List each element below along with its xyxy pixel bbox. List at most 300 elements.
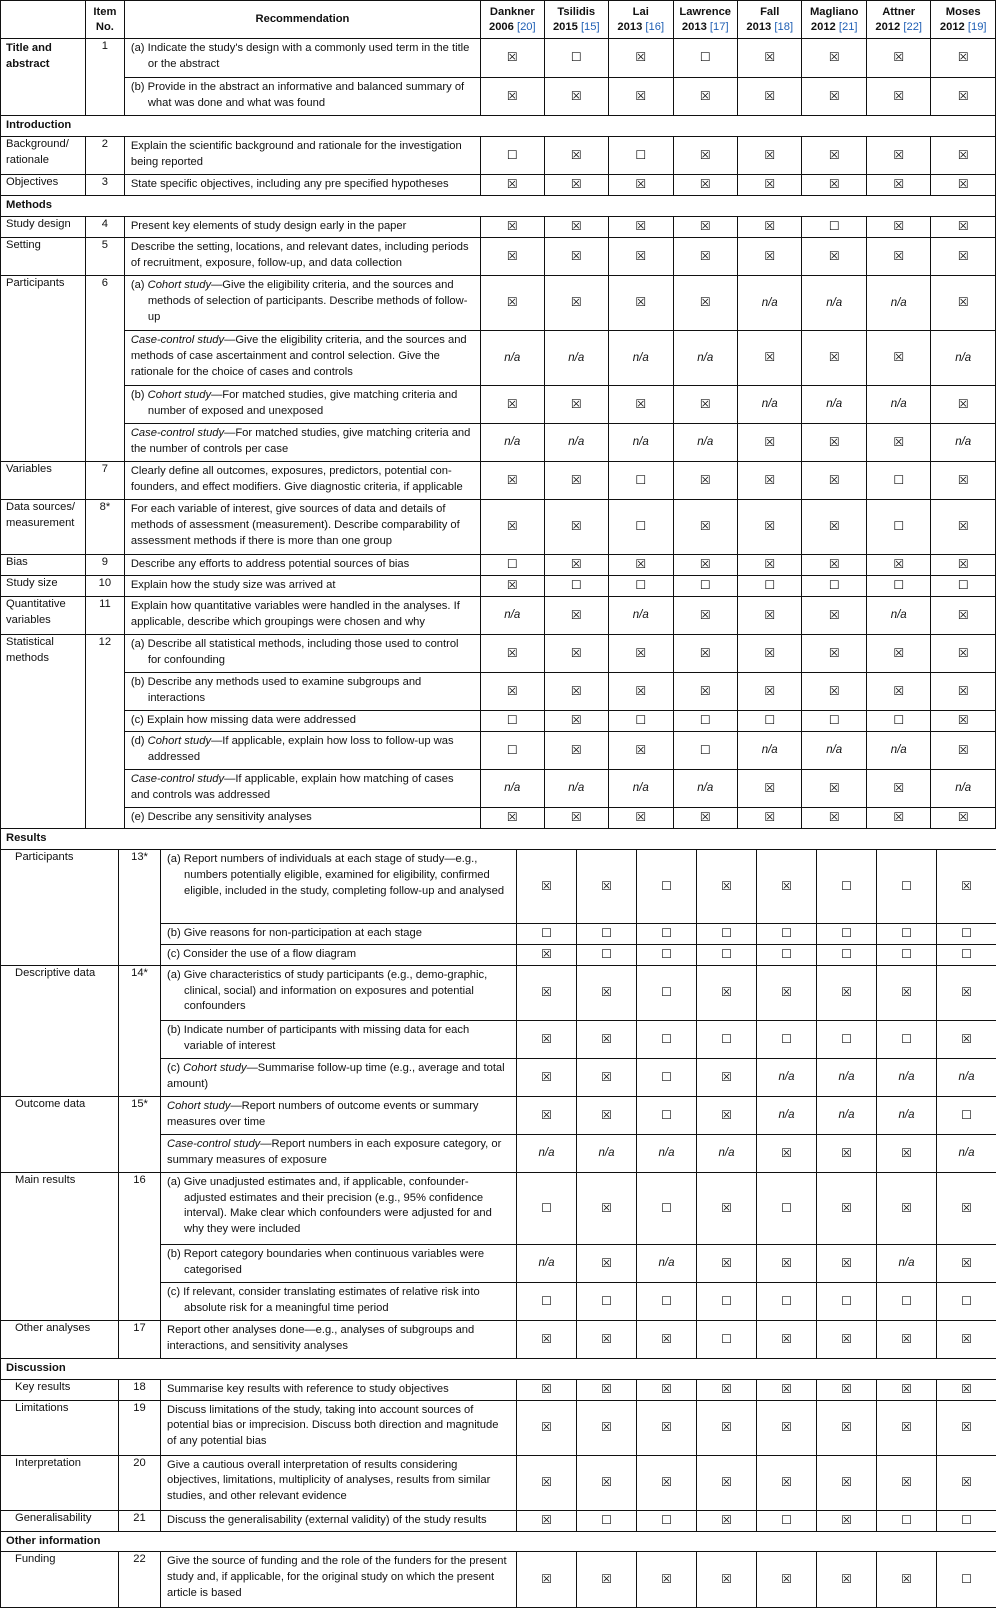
recommendation-text [124, 275, 480, 330]
recommendation-text [124, 174, 480, 195]
checked-box-icon: ☒ [609, 78, 673, 116]
topic-label: Key results [1, 1379, 119, 1400]
recommendation-text [124, 731, 480, 769]
recommendation-body: Describe any efforts to address potential sources of bias [131, 558, 409, 570]
recommendation-body: —Give the eligibility criteria, and the sources and methods of case ascertainment and control selection. Give the rationale for the choice of cases and controls [131, 334, 467, 378]
item-number: 7 [85, 461, 124, 499]
checked-box-icon: ☒ [937, 1020, 996, 1058]
recommendation-body: Report other analyses done—e.g., analyses of subgroups and interactions, and sensitivity analyses [167, 1324, 474, 1352]
header-row [1, 1, 996, 39]
citation-link[interactable]: [22] [903, 21, 922, 33]
empty-box-icon: ☐ [673, 39, 737, 78]
topic-label: Title and abstract [1, 39, 86, 116]
citation-link[interactable]: [16] [645, 21, 664, 33]
checked-box-icon: ☒ [937, 1455, 996, 1510]
item-number: 4 [85, 216, 124, 237]
checked-box-icon: ☒ [544, 596, 608, 634]
item-number: 10 [85, 575, 124, 596]
study-type-label: Case-control study [131, 334, 224, 346]
checklist-row [1, 461, 996, 499]
checked-box-icon: ☒ [937, 1172, 996, 1244]
item-number: 9 [85, 554, 124, 575]
not-applicable-mark: n/a [609, 423, 673, 461]
study-type-label: Cohort study [148, 735, 211, 747]
checklist-row [1, 965, 996, 1020]
recommendation-body: —For matched studies, give matching criteria and the number of controls per case [131, 427, 471, 455]
not-applicable-mark: n/a [866, 275, 930, 330]
checked-box-icon: ☒ [544, 237, 608, 275]
empty-box-icon: ☐ [802, 710, 866, 731]
not-applicable-mark: n/a [866, 596, 930, 634]
empty-box-icon: ☐ [609, 461, 673, 499]
empty-box-icon: ☐ [877, 1282, 937, 1320]
recommendation-text [124, 385, 480, 423]
empty-box-icon: ☐ [757, 923, 817, 944]
checklist-row [1, 575, 996, 596]
citation-link[interactable]: [19] [968, 21, 987, 33]
sub-item-label: (b) [131, 389, 148, 401]
checklist-row [1, 1096, 996, 1134]
empty-box-icon: ☐ [481, 554, 544, 575]
recommendation-text [161, 1510, 517, 1531]
recommendation-text [124, 769, 480, 807]
checked-box-icon: ☒ [697, 1400, 757, 1455]
empty-box-icon: ☐ [517, 923, 577, 944]
checked-box-icon: ☒ [481, 575, 544, 596]
empty-box-icon: ☐ [877, 1510, 937, 1531]
empty-box-icon: ☐ [609, 136, 673, 174]
checked-box-icon: ☒ [937, 1320, 996, 1358]
not-applicable-mark: n/a [877, 1058, 937, 1096]
checked-box-icon: ☒ [637, 1455, 697, 1510]
not-applicable-mark: n/a [609, 769, 673, 807]
item-number: 15* [119, 1096, 161, 1172]
citation-link[interactable]: [18] [774, 21, 793, 33]
citation-link[interactable]: [20] [517, 21, 536, 33]
checked-box-icon: ☒ [877, 1552, 937, 1608]
checklist-row [1, 1552, 996, 1608]
empty-box-icon: ☐ [937, 1282, 996, 1320]
checked-box-icon: ☒ [577, 1020, 637, 1058]
checked-box-icon: ☒ [673, 78, 737, 116]
checked-box-icon: ☒ [544, 710, 608, 731]
checked-box-icon: ☒ [544, 731, 608, 769]
topic-label: Bias [1, 554, 86, 575]
checked-box-icon: ☒ [931, 216, 996, 237]
recommendation-body: (b) Give reasons for non-participation at each stage [167, 927, 422, 939]
recommendation-body: Report category boundaries when continuous variables were categorised [184, 1248, 484, 1276]
empty-box-icon: ☐ [817, 849, 877, 923]
recommendation-text [124, 672, 480, 710]
recommendation-text [161, 1172, 517, 1244]
not-applicable-mark: n/a [673, 423, 737, 461]
checked-box-icon: ☒ [544, 136, 608, 174]
not-applicable-mark: n/a [931, 769, 996, 807]
empty-box-icon: ☐ [517, 1282, 577, 1320]
empty-box-icon: ☐ [544, 39, 608, 78]
study-type-label: Case-control study [167, 1138, 260, 1150]
checked-box-icon: ☒ [877, 1379, 937, 1400]
empty-box-icon: ☐ [637, 944, 697, 965]
checked-box-icon: ☒ [817, 1134, 877, 1172]
empty-box-icon: ☐ [577, 923, 637, 944]
empty-box-icon: ☐ [673, 575, 737, 596]
checked-box-icon: ☒ [802, 39, 866, 78]
checked-box-icon: ☒ [937, 1244, 996, 1282]
checked-box-icon: ☒ [737, 499, 801, 554]
checked-box-icon: ☒ [609, 807, 673, 828]
empty-box-icon: ☐ [937, 1510, 996, 1531]
checked-box-icon: ☒ [577, 1320, 637, 1358]
checked-box-icon: ☒ [517, 944, 577, 965]
section-heading-row [1, 195, 996, 216]
topic-label: Participants [1, 849, 119, 965]
recommendation-text [161, 1320, 517, 1358]
checked-box-icon: ☒ [817, 1172, 877, 1244]
header-blank [1, 1, 86, 39]
recommendation-text [161, 1400, 517, 1455]
topic-label: Study design [1, 216, 86, 237]
checked-box-icon: ☒ [931, 461, 996, 499]
checked-box-icon: ☒ [931, 499, 996, 554]
checked-box-icon: ☒ [937, 1379, 996, 1400]
recommendation-body: Discuss the generalisability (external validity) of the study results [167, 1514, 487, 1526]
section-heading: Introduction [1, 116, 996, 137]
item-number: 20 [119, 1455, 161, 1510]
empty-box-icon: ☐ [577, 944, 637, 965]
checked-box-icon: ☒ [877, 1455, 937, 1510]
citation-link[interactable]: [17] [710, 21, 729, 33]
topic-label: Main results [1, 1172, 119, 1320]
recommendation-body: (a) Give unadjusted estimates and, if applicable, confounder-adjusted estimates and their precision (e.g., 95% confidence interval). Make clear which confounders were adjusted for and why they were included [167, 1176, 492, 1236]
recommendation-body: (a) Report numbers of individuals at each stage of study—e.g., numbers potentially eligible, examined for eligibility, confirmed eligible, included in the study, completing follow-up and analysed [167, 853, 504, 897]
checked-box-icon: ☒ [577, 1172, 637, 1244]
recommendation-text [124, 807, 480, 828]
not-applicable-mark: n/a [937, 1134, 996, 1172]
recommendation-text [161, 923, 517, 944]
recommendation-body: State specific objectives, including any pre specified hypotheses [131, 178, 449, 190]
checked-box-icon: ☒ [866, 554, 930, 575]
checked-box-icon: ☒ [877, 1134, 937, 1172]
checked-box-icon: ☒ [609, 385, 673, 423]
checked-box-icon: ☒ [673, 275, 737, 330]
checked-box-icon: ☒ [544, 275, 608, 330]
checked-box-icon: ☒ [544, 807, 608, 828]
checklist-row [1, 1379, 996, 1400]
checklist-row [1, 499, 996, 554]
recommendation-text [161, 1020, 517, 1058]
checked-box-icon: ☒ [757, 849, 817, 923]
header-study: Magliano 2012 [21] [802, 1, 866, 39]
checklist-row [1, 554, 996, 575]
checked-box-icon: ☒ [673, 237, 737, 275]
empty-box-icon: ☐ [609, 710, 673, 731]
empty-box-icon: ☐ [757, 1020, 817, 1058]
empty-box-icon: ☐ [637, 849, 697, 923]
study-type-label: Case-control study [131, 773, 224, 785]
checked-box-icon: ☒ [931, 710, 996, 731]
checked-box-icon: ☒ [481, 461, 544, 499]
empty-box-icon: ☐ [817, 1020, 877, 1058]
empty-box-icon: ☐ [877, 1020, 937, 1058]
checked-box-icon: ☒ [737, 237, 801, 275]
checked-box-icon: ☒ [481, 275, 544, 330]
checked-box-icon: ☒ [817, 1455, 877, 1510]
recommendation-body: —For matched studies, give matching criteria and number of exposed and unexposed [148, 389, 457, 417]
checked-box-icon: ☒ [802, 461, 866, 499]
checked-box-icon: ☒ [802, 136, 866, 174]
checklist-row [1, 330, 996, 385]
recommendation-body: —Report numbers of outcome events or summary measures over time [167, 1100, 479, 1128]
checked-box-icon: ☒ [931, 275, 996, 330]
item-number: 12 [85, 634, 124, 828]
not-applicable-mark: n/a [737, 385, 801, 423]
empty-box-icon: ☐ [817, 1282, 877, 1320]
recommendation-text [124, 423, 480, 461]
empty-box-icon: ☐ [737, 710, 801, 731]
recommendation-body: —If applicable, explain how loss to follow-up was addressed [148, 735, 454, 763]
not-applicable-mark: n/a [544, 423, 608, 461]
checked-box-icon: ☒ [737, 216, 801, 237]
checked-box-icon: ☒ [517, 1320, 577, 1358]
empty-box-icon: ☐ [637, 1172, 697, 1244]
checked-box-icon: ☒ [544, 385, 608, 423]
empty-box-icon: ☐ [577, 1282, 637, 1320]
checked-box-icon: ☒ [931, 237, 996, 275]
checklist-row [1, 78, 996, 116]
recommendation-body: Explain the scientific background and rationale for the investigation being reported [131, 140, 462, 168]
checked-box-icon: ☒ [931, 634, 996, 672]
not-applicable-mark: n/a [481, 423, 544, 461]
checked-box-icon: ☒ [866, 78, 930, 116]
topic-label: Data sources/ measurement [1, 499, 86, 554]
not-applicable-mark: n/a [737, 275, 801, 330]
empty-box-icon: ☐ [877, 923, 937, 944]
empty-box-icon: ☐ [877, 944, 937, 965]
empty-box-icon: ☐ [697, 1282, 757, 1320]
sub-item-label: (b) [167, 1248, 184, 1260]
recommendation-body: Give a cautious overall interpretation of results considering objectives, limitations, multiplicity of analyses, results from similar studies, and other relevant evidence [167, 1459, 490, 1503]
checked-box-icon: ☒ [577, 1455, 637, 1510]
checked-box-icon: ☒ [931, 174, 996, 195]
recommendation-text [161, 1134, 517, 1172]
recommendation-text [161, 1379, 517, 1400]
topic-label: Objectives [1, 174, 86, 195]
checked-box-icon: ☒ [577, 965, 637, 1020]
checklist-row [1, 634, 996, 672]
recommendation-body: (c) Consider the use of a flow diagram [167, 948, 356, 960]
checked-box-icon: ☒ [737, 596, 801, 634]
checked-box-icon: ☒ [544, 78, 608, 116]
checked-box-icon: ☒ [673, 136, 737, 174]
topic-label: Limitations [1, 1400, 119, 1455]
not-applicable-mark: n/a [817, 1058, 877, 1096]
empty-box-icon: ☐ [697, 923, 757, 944]
topic-label: Generalisability [1, 1510, 119, 1531]
checked-box-icon: ☒ [866, 216, 930, 237]
recommendation-text [124, 237, 480, 275]
section-heading: Methods [1, 195, 996, 216]
checked-box-icon: ☒ [817, 1400, 877, 1455]
checked-box-icon: ☒ [544, 672, 608, 710]
checked-box-icon: ☒ [877, 1400, 937, 1455]
empty-box-icon: ☐ [697, 1020, 757, 1058]
citation-link[interactable]: [21] [839, 21, 858, 33]
checked-box-icon: ☒ [817, 1320, 877, 1358]
checked-box-icon: ☒ [609, 237, 673, 275]
checklist-row [1, 216, 996, 237]
checked-box-icon: ☒ [481, 174, 544, 195]
study-type-label: Cohort study [148, 389, 211, 401]
checked-box-icon: ☒ [802, 807, 866, 828]
checked-box-icon: ☒ [544, 216, 608, 237]
checked-box-icon: ☒ [757, 965, 817, 1020]
empty-box-icon: ☐ [637, 1282, 697, 1320]
empty-box-icon: ☐ [937, 1552, 996, 1608]
checked-box-icon: ☒ [866, 174, 930, 195]
section-heading: Results [1, 828, 996, 849]
checked-box-icon: ☒ [609, 174, 673, 195]
checked-box-icon: ☒ [544, 634, 608, 672]
item-number: 3 [85, 174, 124, 195]
checked-box-icon: ☒ [802, 237, 866, 275]
empty-box-icon: ☐ [637, 923, 697, 944]
header-study: Tsilidis 2015 [15] [544, 1, 608, 39]
empty-box-icon: ☐ [637, 1096, 697, 1134]
header-study: Moses 2012 [19] [931, 1, 996, 39]
checked-box-icon: ☒ [673, 174, 737, 195]
not-applicable-mark: n/a [757, 1096, 817, 1134]
not-applicable-mark: n/a [673, 769, 737, 807]
recommendation-body: Summarise key results with reference to study objectives [167, 1383, 449, 1395]
checked-box-icon: ☒ [544, 174, 608, 195]
checked-box-icon: ☒ [866, 39, 930, 78]
recommendation-body: Explain how the study size was arrived at [131, 579, 336, 591]
topic-label: Descriptive data [1, 965, 119, 1096]
checked-box-icon: ☒ [802, 554, 866, 575]
topic-label: Setting [1, 237, 86, 275]
header-study: Lai 2013 [16] [609, 1, 673, 39]
checklist-row [1, 174, 996, 195]
checked-box-icon: ☒ [609, 216, 673, 237]
not-applicable-mark: n/a [877, 1096, 937, 1134]
not-applicable-mark: n/a [937, 1058, 996, 1096]
empty-box-icon: ☐ [817, 923, 877, 944]
empty-box-icon: ☐ [697, 944, 757, 965]
recommendation-body: (c) Explain how missing data were addressed [131, 714, 356, 726]
section-heading: Discussion [1, 1358, 996, 1379]
empty-box-icon: ☐ [931, 575, 996, 596]
empty-box-icon: ☐ [673, 731, 737, 769]
checked-box-icon: ☒ [931, 554, 996, 575]
recommendation-text [161, 1552, 517, 1608]
checked-box-icon: ☒ [673, 461, 737, 499]
recommendation-text [124, 596, 480, 634]
empty-box-icon: ☐ [866, 499, 930, 554]
topic-label: Background/ rationale [1, 136, 86, 174]
checked-box-icon: ☒ [877, 965, 937, 1020]
not-applicable-mark: n/a [737, 731, 801, 769]
recommendation-text [124, 78, 480, 116]
checklist-row [1, 769, 996, 807]
checked-box-icon: ☒ [609, 275, 673, 330]
empty-box-icon: ☐ [609, 575, 673, 596]
checked-box-icon: ☒ [637, 1552, 697, 1608]
checked-box-icon: ☒ [697, 965, 757, 1020]
recommendation-body: (b) Describe any methods used to examine subgroups and interactions [131, 676, 421, 704]
recommendation-body: (b) Indicate number of participants with missing data for each variable of interest [167, 1024, 469, 1052]
checked-box-icon: ☒ [481, 216, 544, 237]
strobe-table-part2 [0, 828, 996, 1608]
checked-box-icon: ☒ [517, 1379, 577, 1400]
empty-box-icon: ☐ [866, 710, 930, 731]
checked-box-icon: ☒ [866, 672, 930, 710]
checked-box-icon: ☒ [802, 330, 866, 385]
checked-box-icon: ☒ [931, 385, 996, 423]
checked-box-icon: ☒ [544, 461, 608, 499]
item-number: 1 [85, 39, 124, 116]
checked-box-icon: ☒ [737, 634, 801, 672]
checked-box-icon: ☒ [802, 423, 866, 461]
checked-box-icon: ☒ [737, 672, 801, 710]
recommendation-body: —Give the eligibility criteria, and the sources and methods of selection of participants. Describe methods of follow-up [148, 279, 468, 323]
checked-box-icon: ☒ [577, 1244, 637, 1282]
checklist-row [1, 672, 996, 710]
not-applicable-mark: n/a [517, 1134, 577, 1172]
checked-box-icon: ☒ [637, 1379, 697, 1400]
checked-box-icon: ☒ [802, 596, 866, 634]
checked-box-icon: ☒ [673, 385, 737, 423]
checked-box-icon: ☒ [737, 39, 801, 78]
recommendation-text [124, 136, 480, 174]
recommendation-text [161, 1282, 517, 1320]
checked-box-icon: ☒ [517, 1455, 577, 1510]
sub-item-label: (d) [131, 735, 148, 747]
checked-box-icon: ☒ [673, 216, 737, 237]
recommendation-text [161, 965, 517, 1020]
checked-box-icon: ☒ [737, 423, 801, 461]
checked-box-icon: ☒ [757, 1379, 817, 1400]
checked-box-icon: ☒ [697, 1455, 757, 1510]
checked-box-icon: ☒ [737, 807, 801, 828]
topic-label: Study size [1, 575, 86, 596]
checked-box-icon: ☒ [697, 1379, 757, 1400]
not-applicable-mark: n/a [481, 330, 544, 385]
section-heading-row [1, 1358, 996, 1379]
checked-box-icon: ☒ [937, 965, 996, 1020]
checked-box-icon: ☒ [637, 1320, 697, 1358]
not-applicable-mark: n/a [866, 385, 930, 423]
recommendation-text [124, 499, 480, 554]
checked-box-icon: ☒ [577, 1096, 637, 1134]
checked-box-icon: ☒ [697, 849, 757, 923]
not-applicable-mark: n/a [931, 423, 996, 461]
not-applicable-mark: n/a [637, 1244, 697, 1282]
checklist-row [1, 1320, 996, 1358]
checked-box-icon: ☒ [609, 39, 673, 78]
topic-label: Interpretation [1, 1455, 119, 1510]
citation-link[interactable]: [15] [581, 21, 600, 33]
empty-box-icon: ☐ [481, 710, 544, 731]
topic-label: Statistical methods [1, 634, 86, 828]
recommendation-body: (a) Give characteristics of study participants (e.g., demo-graphic, clinical, social) and information on exposures and potential confounders [167, 969, 487, 1013]
not-applicable-mark: n/a [802, 731, 866, 769]
checked-box-icon: ☒ [817, 965, 877, 1020]
checked-box-icon: ☒ [609, 731, 673, 769]
checked-box-icon: ☒ [877, 1320, 937, 1358]
checklist-row [1, 849, 996, 923]
checked-box-icon: ☒ [481, 634, 544, 672]
